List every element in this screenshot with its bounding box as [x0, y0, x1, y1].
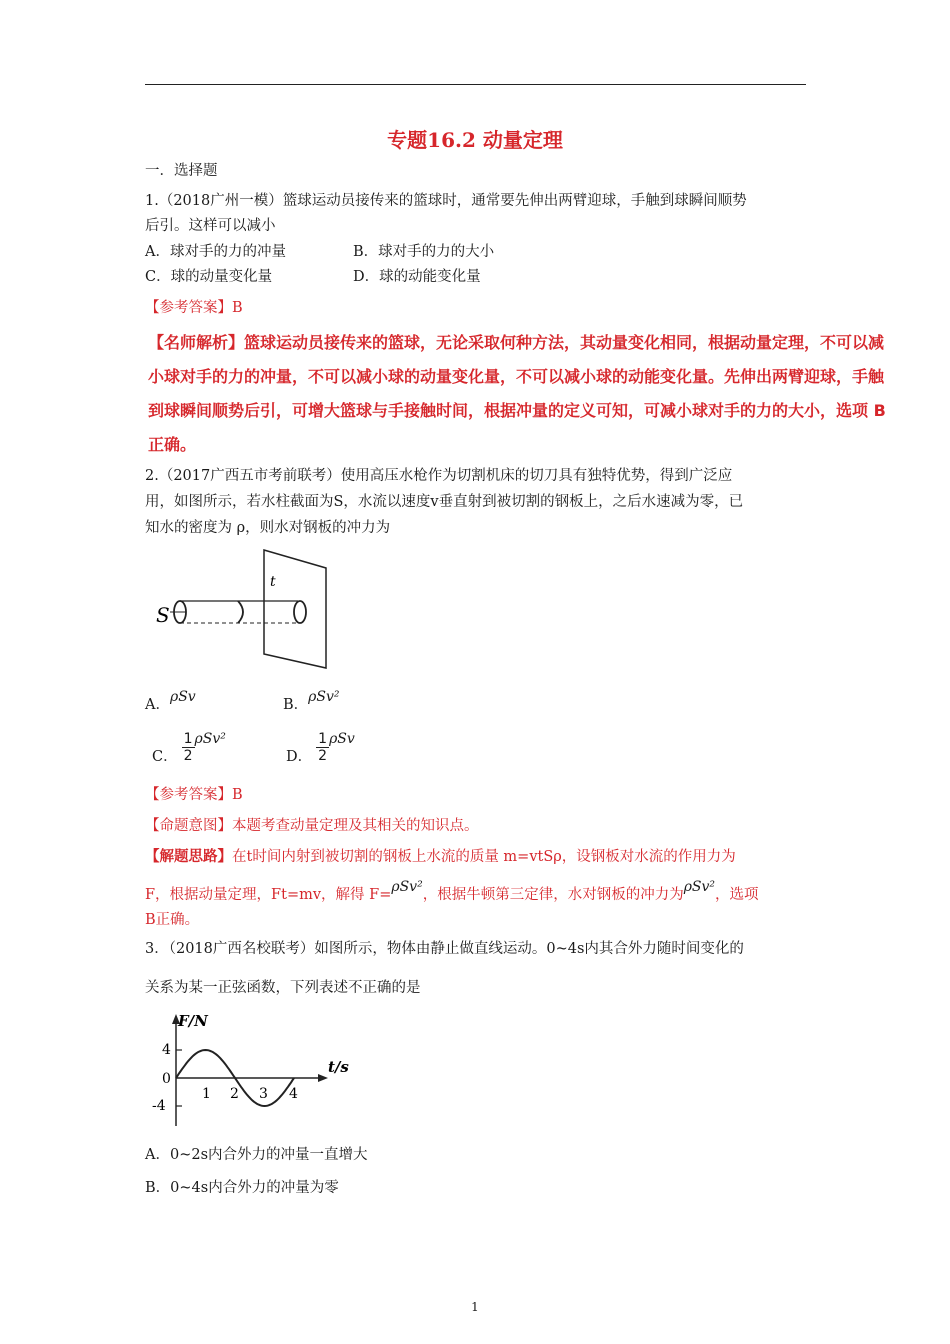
q2-option-b-expr: ρSv² — [308, 689, 340, 705]
force-time-graph — [148, 1012, 358, 1132]
q2-option-d-den: 2 — [318, 748, 328, 764]
q2-option-d-expr: ρSv — [329, 731, 355, 747]
q3-stem-line2: 关系为某一正弦函数，下列表述不正确的是 — [145, 980, 421, 996]
q2-option-c-expr: ρSv² — [194, 731, 226, 747]
x-axis-arrow — [318, 1074, 328, 1082]
q1-analysis-line2: 小球对手的力的冲量，不可以减小球的动量变化量，不可以减小球的动能变化量。先伸出两臂迎球，手触 — [148, 367, 885, 386]
q3-option-b: B．0~4s内合外力的冲量为零 — [145, 1180, 339, 1196]
jet-right-end — [294, 601, 306, 623]
q2-option-a-expr: ρSv — [169, 689, 196, 705]
q2-option-c — [152, 722, 226, 768]
q2-solution-head: 【解题思路】 — [145, 848, 232, 865]
label-t: t — [270, 574, 276, 590]
label-s: S — [156, 603, 170, 627]
q2-option-b-label: B． — [283, 697, 309, 713]
q2-solution-line2 — [145, 879, 759, 906]
x-tick-4: 4 — [289, 1086, 298, 1102]
q2-option-a-label: A． — [145, 697, 170, 713]
water-jet-diagram — [150, 548, 330, 672]
q2-answer: 【参考答案】B — [145, 787, 243, 803]
q2-solution-expr1: ρSv² — [391, 879, 423, 895]
q3-stem-line1: 3．（2018广西名校联考）如图所示，物体由静止做直线运动。0~4s内其合外力随时间变化的 — [145, 941, 744, 957]
q2-option-c-fraction — [182, 731, 195, 764]
q2-solution-text2a: F，根据动量定理，Ft=mv，解得 F= — [145, 887, 392, 903]
q2-intent: 【命题意图】本题考查动量定理及其相关的知识点。 — [145, 818, 479, 834]
q1-analysis-line1: 【名师解析】篮球运动员接传来的篮球，无论采取何种方法，其动量变化相同，根据动量定理，不可以减 — [148, 333, 885, 352]
q2-solution-text2b: ，根据牛顿第三定律，水对钢板的冲力为 — [422, 887, 684, 903]
q2-option-d-fraction — [316, 731, 329, 764]
q2-solution-text2c: ，选项 — [715, 887, 759, 903]
q2-option-c-den: 2 — [183, 748, 193, 764]
q2-option-d — [286, 722, 355, 768]
q1-stem-line2: 后引。这样可以减小 — [145, 218, 276, 234]
page-title: 专题16.2 动量定理 — [387, 128, 563, 152]
y-axis-label: F/N — [178, 1012, 208, 1030]
q2-option-d-num: 1 — [318, 731, 328, 747]
q2-solution-expr2: ρSv² — [683, 879, 716, 895]
q1-option-a: A．球对手的力的冲量 — [145, 244, 286, 260]
y-tick-4: 4 — [162, 1042, 171, 1058]
q1-answer: 【参考答案】B — [145, 300, 243, 316]
section-heading: 一．选择题 — [145, 163, 218, 179]
q1-analysis-line3: 到球瞬间顺势后引，可增大篮球与手接触时间，根据冲量的定义可知，可减小球对手的力的大小，选项 B — [148, 401, 886, 420]
x-tick-1: 1 — [202, 1086, 211, 1102]
q2-solution-text1: 在t时间内射到被切割的钢板上水流的质量 m=vtSρ，设钢板对水流的作用力为 — [232, 849, 736, 865]
q1-option-d: D．球的动能变化量 — [353, 269, 481, 285]
q2-option-b — [283, 689, 340, 716]
q2-option-a — [145, 689, 196, 716]
jet-middle-section — [238, 601, 243, 623]
q1-option-c: C．球的动量变化量 — [145, 269, 273, 285]
y-tick-0: 0 — [162, 1071, 171, 1087]
q2-stem-line1: 2.（2017广西五市考前联考）使用高压水枪作为切割机床的切刀具有独特优势，得到广泛应 — [145, 468, 733, 484]
x-tick-3: 3 — [259, 1086, 268, 1102]
q2-option-c-num: 1 — [183, 731, 193, 747]
page-number: 1 — [471, 1300, 479, 1314]
q2-solution-line3: B正确。 — [145, 912, 200, 928]
q2-option-c-label: C． — [152, 749, 178, 765]
q2-option-d-label: D． — [286, 749, 313, 765]
q1-option-b: B．球对手的力的大小 — [353, 244, 495, 260]
x-tick-2: 2 — [230, 1086, 239, 1102]
q2-stem-line2: 用，如图所示，若水柱截面为S，水流以速度v垂直射到被切割的钢板上，之后水速减为零，已 — [145, 494, 744, 510]
q1-analysis-line4: 正确。 — [148, 435, 197, 454]
q2-solution-line1 — [145, 846, 736, 868]
y-tick-neg4: -4 — [152, 1098, 166, 1114]
x-axis-label: t/s — [328, 1058, 349, 1076]
q1-stem-line1: 1.（2018广州一模）篮球运动员接传来的篮球时，通常要先伸出两臂迎球，手触到球瞬间顺势 — [145, 193, 747, 209]
q3-option-a: A．0~2s内合外力的冲量一直增大 — [145, 1147, 368, 1163]
q2-stem-line3: 知水的密度为 ρ，则水对钢板的冲力为 — [145, 520, 391, 536]
header-rule — [145, 84, 806, 85]
